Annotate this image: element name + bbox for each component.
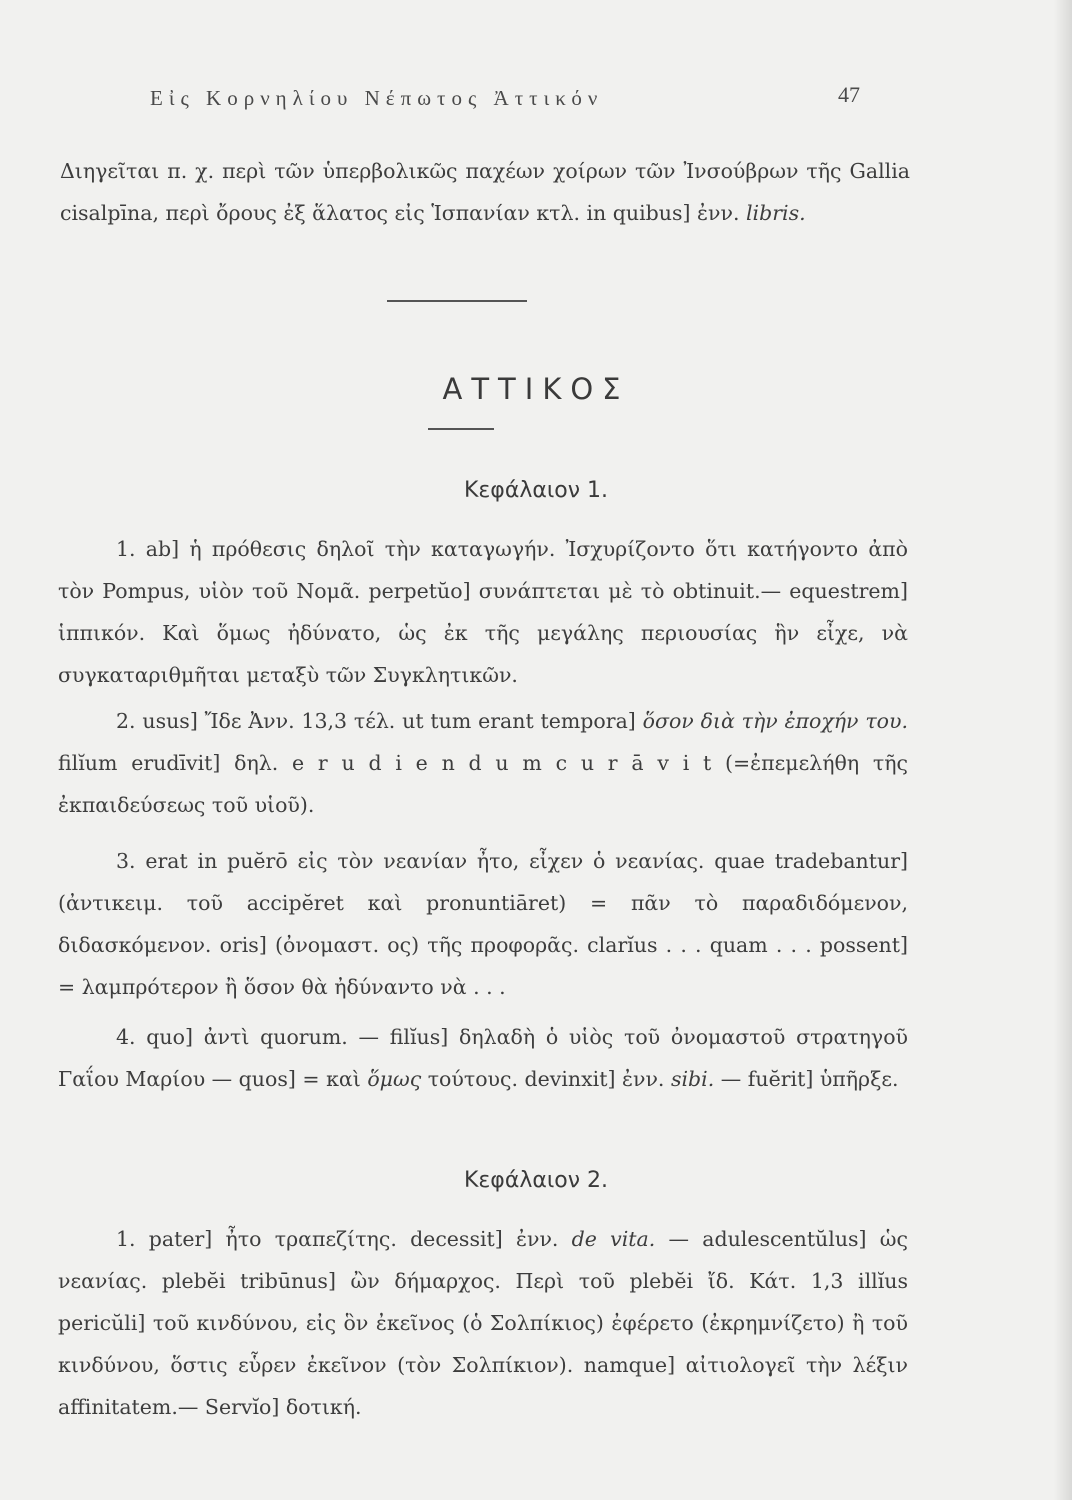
page-edge-shadow [1054, 0, 1072, 1500]
chapter-1-heading: Κεφάλαιον 1. [463, 478, 609, 503]
note-4-text-e: — fuĕrit] ὑπῆρξε. [720, 1067, 899, 1091]
chapter-1-note-1: 1. ab] ἡ πρόθεσις δηλοῖ τὴν καταγωγήν. Ἰσχυρίζοντο ὅτι κατήγοντο ἀπὸ τὸν Pompus, υἱὸν τοῦ Νομᾶ. perpetŭo] συνάπτεται μὲ τὸ obtinuit.— equestrem] ἱππικόν. Καὶ ὅμως ἠδύνατο, ὡς ἐκ τῆς μεγάλης περιουσίας ἣν εἶχε, νὰ συγκαταριθμῆται μεταξὺ τῶν Συγκλητικῶν. [58, 537, 908, 687]
running-title: Εἰς Κορνηλίου Νέπωτος Ἀττικόν [150, 86, 604, 110]
intro-paragraph [60, 150, 910, 234]
ch2-note-1-italic: de vita. [571, 1227, 656, 1251]
note-2-text-a: 2. usus] Ἴδε Ἀνν. 13,3 τέλ. ut tum erant tempora] [116, 709, 636, 733]
section-title: ΑΤΤΙΚΟΣ [442, 372, 630, 406]
chapter-1-note-4 [58, 1016, 908, 1100]
page-number: 47 [838, 82, 860, 107]
chapter-1-note-2 [58, 700, 908, 826]
note-2-text-c: filĭum erudīvit] δηλ. e r u d i e n d u m c u r ā v i t (=ἐπεμελήθη τῆς ἐκπαιδεύσεως τοῦ υἱοῦ). [58, 751, 908, 817]
intro-italic: libris. [746, 201, 806, 225]
ch2-note-1-text-a: 1. pater] ἦτο τραπεζίτης. decessit] ἐνν. [116, 1227, 559, 1251]
chapter-2-note-1 [58, 1218, 908, 1428]
note-4-italic-a: ὅμως [367, 1067, 422, 1091]
note-4-text-c: τούτους. devinxit] ἐνν. [427, 1067, 665, 1091]
intro-text: Διηγεῖται π. χ. περὶ τῶν ὑπερβολικῶς παχέων χοίρων τῶν Ἰνσούβρων τῆς Gallia cisalpīna, περὶ ὄρους ἐξ ἅλατος εἰς Ἱσπανίαν κτλ. in quibus] ἐνν. [60, 159, 910, 225]
chapter-1-note-3: 3. erat in puĕrō εἰς τὸν νεανίαν ἦτο, εἶχεν ὁ νεανίας. quae tradebantur] (ἀντικειμ. τοῦ accipĕret καὶ pronuntiāret) = πᾶν τὸ παραδιδόμενον, διδασκόμενον. oris] (ὀνομαστ. ος) τῆς προφορᾶς. clarĭus . . . quam . . . possent] = λαμπρότερον ἢ ὅσον θὰ ἠδύναντο νὰ . . . [58, 849, 908, 999]
ch2-note-1-text-c: — adulescentŭlus] ὡς νεανίας. plebĕi tribūnus] ὢν δήμαρχος. Περὶ τοῦ plebĕi ἴδ. Κάτ. 1,3 illĭus pericŭli] τοῦ κινδύνου, εἰς ὃν ἐκεῖνος (ὁ Σολπίκιος) ἐφέρετο (ἐκρημνίζετο) ἢ τοῦ κινδύνου, ὅστις εὗρεν ἐκεῖνον (τὸν Σολπίκιον). namque] αἰτιολογεῖ τὴν λέξιν affinitatem.— Servĭo] δοτική. [58, 1227, 908, 1419]
title-underline [428, 428, 494, 430]
chapter-2-heading: Κεφάλαιον 2. [463, 1168, 609, 1193]
note-4-text-a: 4. quo] ἀντὶ quorum. — filĭus] δηλαδὴ ὁ υἱὸς τοῦ ὀνομαστοῦ στρατηγοῦ Γαΐου Μαρίου — quos] = καὶ [58, 1025, 908, 1091]
note-4-italic-b: sibi. [670, 1067, 715, 1091]
note-2-italic: ὅσον διὰ τὴν ἐποχήν του. [642, 709, 908, 733]
section-divider [387, 300, 527, 302]
